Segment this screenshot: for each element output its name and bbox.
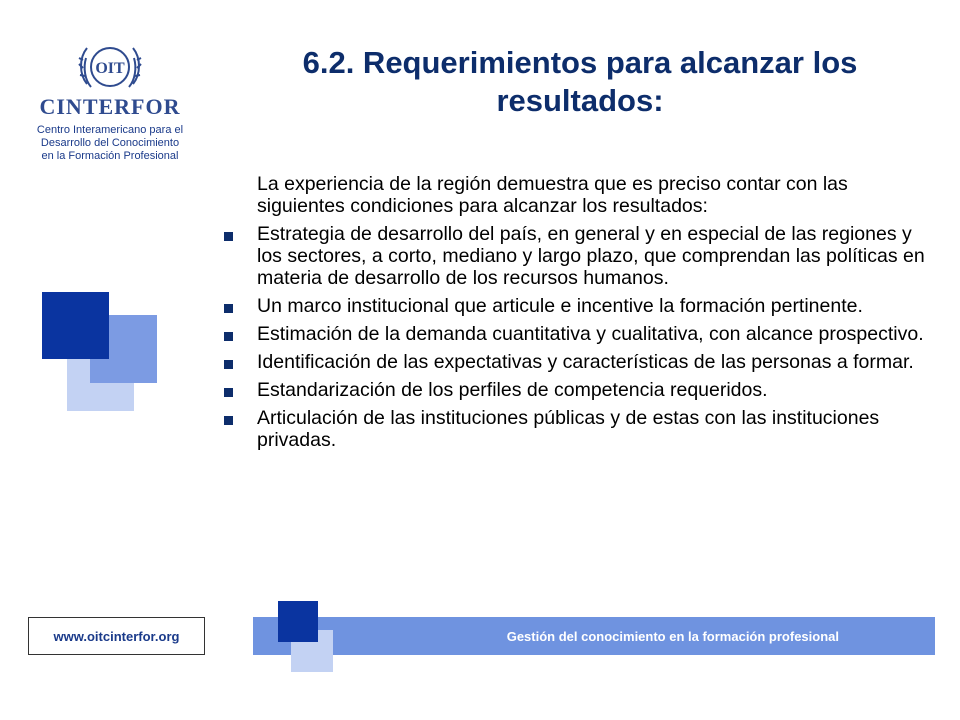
- emblem-text: OIT: [95, 60, 125, 77]
- intro-text: La experiencia de la región demuestra que es preciso contar con las siguientes condiciones para alcanzar los resultados:: [257, 173, 848, 217]
- slide-title: 6.2. Requerimientos para alcanzar los resultados:: [302, 45, 858, 118]
- bullet-text: Identificación de las expectativas y características de las personas a formar.: [257, 351, 914, 373]
- bullet-list: [218, 223, 928, 451]
- bullet-square-icon: [224, 360, 233, 369]
- bullet-square-icon: [224, 416, 233, 425]
- bullet-square-icon: [224, 232, 233, 241]
- list-item: [218, 295, 928, 317]
- list-item: [218, 223, 928, 289]
- logo-name: CINTERFOR: [39, 94, 181, 119]
- list-item: [218, 351, 928, 373]
- org-line-1: Centro Interamericano para el: [36, 124, 184, 136]
- footer-tagline: Gestión del conocimiento en la formación profesional: [506, 628, 839, 644]
- footer-square-dark: [278, 601, 318, 642]
- slide-content: [218, 173, 928, 457]
- website-url[interactable]: www.oitcinterfor.org: [28, 617, 205, 655]
- logo-org-name: [20, 124, 200, 163]
- bullet-text: Estrategia de desarrollo del país, en general y en especial de las regiones y los sectores, a corto, mediano y largo plazo, que comprendan las políticas en materia de desarrollo de los recursos humanos.: [257, 223, 925, 289]
- bullet-text: Articulación de las instituciones públicas y de estas con las instituciones privadas.: [257, 407, 880, 451]
- org-line-2: Desarrollo del Conocimiento: [40, 137, 180, 149]
- org-line-3: en la Formación Profesional: [41, 150, 179, 162]
- list-item: [218, 379, 928, 401]
- footer-bar: [253, 617, 935, 655]
- bullet-text: Un marco institucional que articule e incentive la formación pertinente.: [257, 295, 863, 317]
- bullet-square-icon: [224, 332, 233, 341]
- cinterfor-logo: [20, 38, 200, 163]
- bullet-text: Estimación de la demanda cuantitativa y cualitativa, con alcance prospectivo.: [257, 323, 924, 345]
- bullet-square-icon: [224, 304, 233, 313]
- oit-emblem-icon: [77, 38, 143, 96]
- bullet-text: Estandarización de los perfiles de competencia requeridos.: [257, 379, 768, 401]
- list-item: [218, 407, 928, 451]
- bullet-square-icon: [224, 388, 233, 397]
- decorative-square-dark: [42, 292, 109, 359]
- list-item: [218, 323, 928, 345]
